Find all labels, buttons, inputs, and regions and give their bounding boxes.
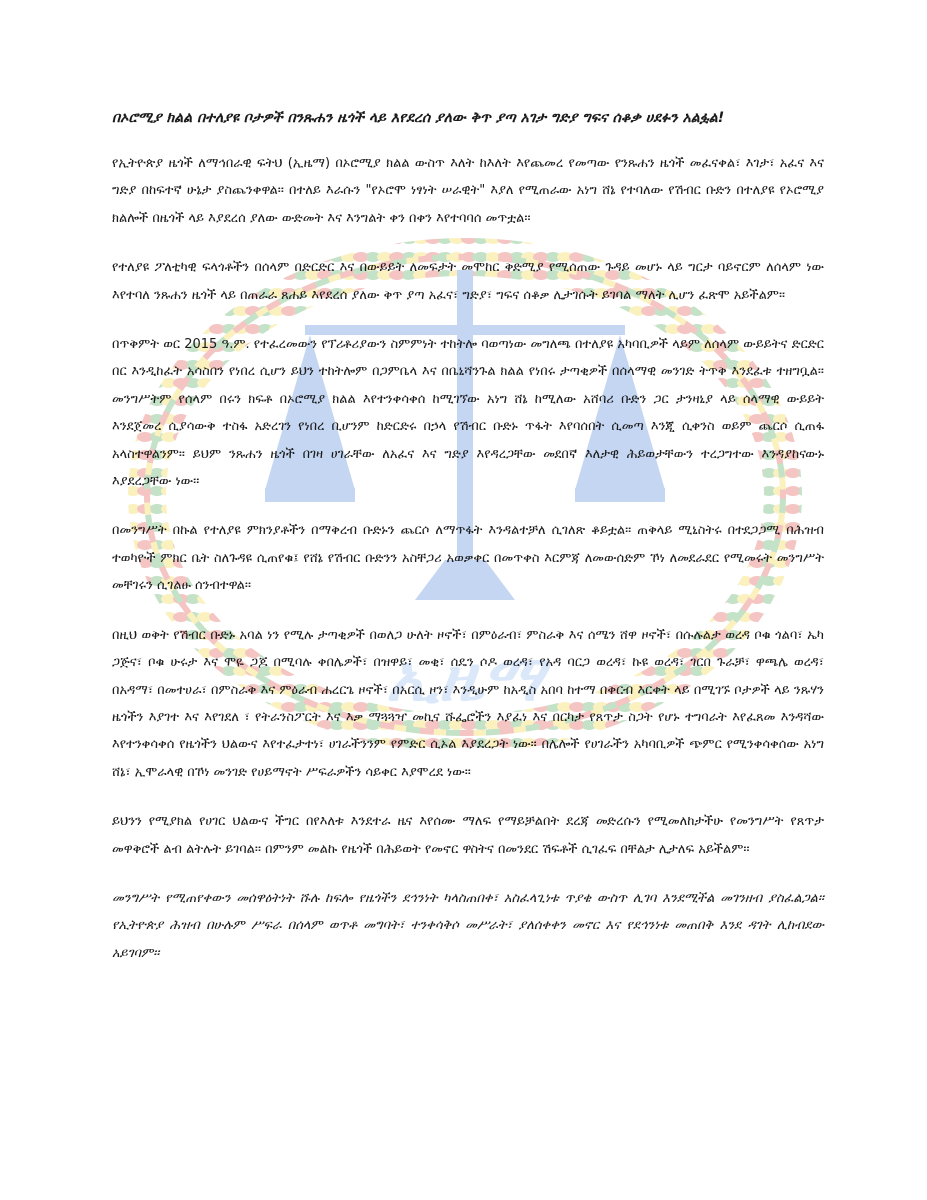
- paragraph-6: ይህንን የሚያክል የሀገር ህልውና ችግር በየእለቱ እንደተራ ዜና እየሰሙ ማለፍ የማይቻልበት ደረጃ መድረሱን የሚመለከታችሁ የመንግሥት የጸጥታ መዋቅሮች ልብ ልትሉት ይገባል፡፡ በምንም መልኩ የዜጎች በሕይወት የመኖር ዋስትና በመንደር ሽፍቶች ሲገፈፍ በቸልታ ሊታለፍ አይችልም፡፡: [112, 814, 824, 857]
- document-title: በኦሮሚያ ክልል በተለያዩ ቦታዎች በንጹሐን ዜጎች ላይ እየደረሰ ያለው ቅጥ ያጣ አገታ ግድያ ግፍና ሰቆቃ ሀደፉን አልፏል!: [112, 110, 725, 126]
- paragraph-1: የኢትዮጵያ ዜጎች ለማኅበራዊ ፍትህ (ኢዜማ) በኦሮሚያ ክልል ውስጥ እለት ከእለት እየጨመረ የመጣው የንጹሐን ዜጎች መፈናቀል፣ እገታ፣ አፈና እና ግድያ በከፍተኛ ሁኔታ ያስጨንቀዋል፡፡ በተለይ እራሱን "የኦሮሞ ነፃነት ሠራዊት" እያለ የሚጠራው አነግ ሸኔ የተባለው የሽብር ቡድን በተለያዩ የኦሮሚያ ክልሎች በዜጎች ላይ እያደረሰ ያለው ውድመት እና እንግልት ቀን በቀን እየተባባሰ መጥቷል፡፡: [112, 156, 824, 226]
- paragraph-4: በመንግሥት በኩል የተለያዩ ምክንያቶችን በማቅረብ ቡድኑን ጨርሶ ለማጥፋት እንዳልተቻለ ሲገለጽ ቆይቷል፡፡ ጠቅላይ ሚኒስትሩ በተደጋጋሚ በሕዝብ ተወካዮች ምክር ቤት ስለጉዳዩ ሲጠየቁ፤ የሸኔ የሽብር ቡድንን አስቸጋሪ አወቃቀር በመጥቀስ እርምጃ ለመውሰድም ኾነ ለመደራደር የሚመሩት መንግሥት መቸገሩን ሲገልፁ ሰንብተዋል፡፡: [112, 523, 824, 594]
- press-release: [112, 108, 824, 989]
- paragraph-5: በዚህ ወቅት የሽብር ቡድኑ አባል ነን የሚሉ ታጣቂዎች በወለጋ ሁለት ዞኖች፣ በምዕራብ፣ ምስራቅ እና ሰሜን ሸዋ ዞኖች፣ በሱሉልታ ወረዳ ቦቁ ጎልባ፣ ኤካ ጋጅና፣ ቦቁ ሁሩታ እና ሞዬ ጋጆ በሚባሉ ቀበሌዎች፣ በዝዋይ፣ መቂ፣ ሰዴን ሶዶ ወረዳ፣ የአዳ ባርጋ ወረዳ፣ ኩዩ ወረዳ፣ ገርበ ጉራቻ፣ ዋጫሌ ወረዳ፣ በአዳማ፣ በመተሀራ፣ በምስራቅ እና ምዕራብ ሐረርጌ ዞኖች፣ በአርሲ ዞን፣ እንዲሁም ከአዲስ አበባ ከተማ በቅርብ እርቀት ላይ በሚገኙ ቦታዎች ላይ ንጹሃን ዜጎችን እያገተ እና እየገደለ ፣ የትራንስፖርት እና እቃ ማጓጓዣ መኪና ሹፌሮችን እያፈነ እና በርካታ የጸጥታ ስጋት የሆኑ ተግባራት እየፈጸመ እንዳሻው እየተንቀሳቀሰ የዜጎችን ህልውና እየተፈታተነ፣ ሀገራችንንም የምድር ሲኦል እያደረጋት ነው፡፡ በሌሎች የሀገራችን አካባቢዎች ጭምር የሚንቀሳቀሰው አነግ ሸኔ፣ ኢሞራላዊ በኾነ መንገድ የሀይማኖት ሥፍራዎችን ሳይቀር እያሞረደ ነው።: [112, 627, 824, 780]
- paragraph-2: የተለያዩ ፖለቲካዊ ፍላጎቶችን በሰላም በድርድር እና በውይይት ለመፍታት መሞከር ቅድሚያ የሚሰጠው ጉዳይ መሆኑ ላይ ግርታ ባይኖርም ለሰላም ነው እየተባለ ንጹሐን ዜጎች ላይ በጠራራ ጸሐይ እየደረሰ ያለው ቅጥ ያጣ አፈና፣ ግድያ፣ ግፍና ሰቆቃ ሊታገሱት ይገባል ማለት ሊሆን ፈጽሞ አይችልም፡፡: [112, 260, 824, 303]
- watermark-logo-text: ኢዜማ: [386, 642, 544, 716]
- paragraph-7: መንግሥት የሚጠየቀውን መሰዋዕትነት ሹሉ ከፍሎ የዜጎችን ደኅንነት ካላስጠበቀ፣ አስፈላጊነቱ ጥያቄ ውስጥ ሊገባ እንደሚችል መገንዘብ ያስፈልጋል፡፡ የኢትዮጵያ ሕዝብ በሁሉም ሥፍራ በሰላም ወጥቶ መግባት፣ ተንቀሳቅሶ መሥራት፣ ያለሰቀቀን መኖር እና የደኅንነቱ መጠበቅ እንደ ዳገት ሊከብደው አይገባም፡፡: [112, 890, 824, 961]
- paragraph-3: በጥቅምት ወር 2015 ዓ.ም. የተፈረመውን የፕሪቶሪያውን ስምምነት ተከትሎ ባወጣነው መግለጫ በተለያዩ አካባቢዎች ላይም ለሰላም ውይይትና ድርድር በር እንዲከፈት አሳስበን የነበረ ሲሆን ይህን ተከትሎም በጋምቤላ እና በቤኒሻንጉል ክልል የነበሩ ታጣቂዎች በሰላማዊ መንገድ ትጥቅ እንደፈቱ ተዘግቧል፡፡ መንግሥትም የሰላም በሩን ክፍቶ በኦሮሚያ ክልል እየተንቀሳቀሰ ከሚገኘው አነግ ሸኔ ከሚለው አሸባሪ ቡድን ጋር ታንዛኒያ ላይ ሰላማዊ ውይይት እንደጀመረ ሲያሳውቅ ተስፋ አድረገን የነበረ ቢሆንም ከድርድሩ በኃላ የሽብር ቡድኑ ጥፋት እየባሰበት ሲመጣ እንጂ ሲቀንስ ወይም ጨርሶ ሲጠፋ አላስተዋልንም፡፡ ይህም ንጹሐን ዜጎች በገዛ ሀገራቸው ለአፈና እና ግድያ እየዳረጋቸው መደበኛ እለታዊ ሕይወታቸውን ተረጋግተው እንዳያከናውኑ እያደረጋቸው ነው፡፡: [112, 337, 824, 490]
